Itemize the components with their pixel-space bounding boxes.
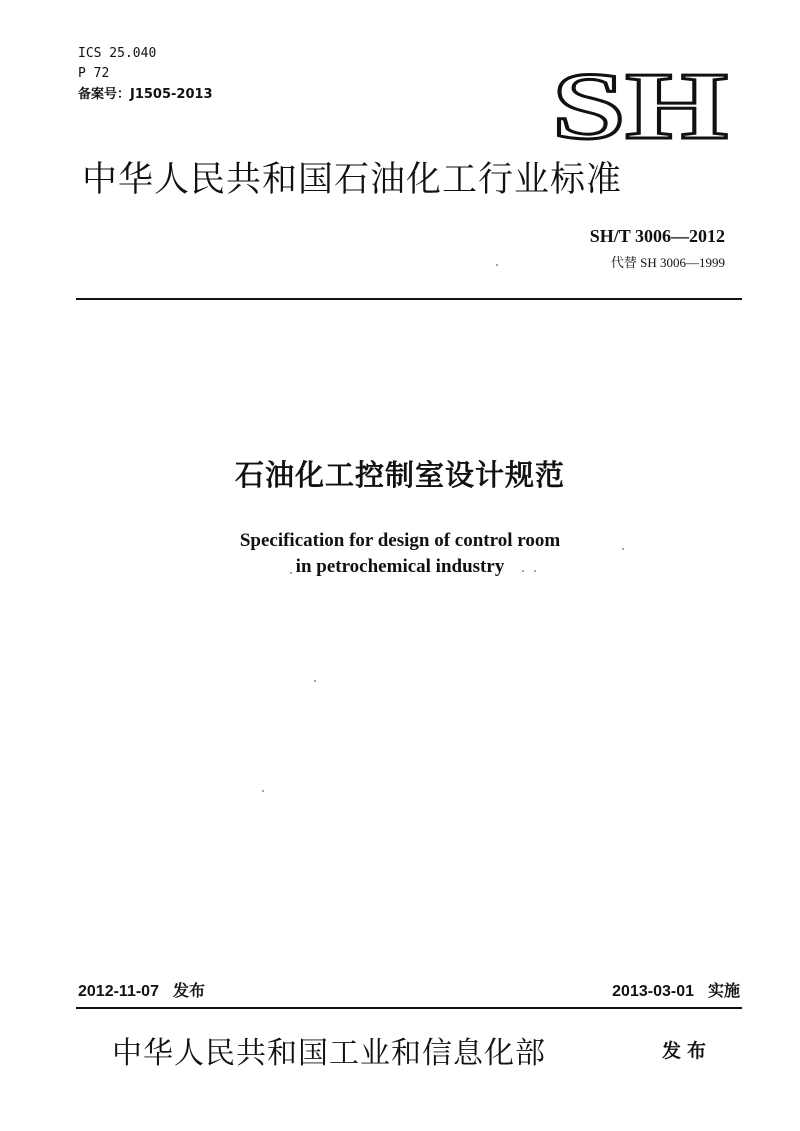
sh-logo	[550, 62, 730, 146]
scan-speck	[496, 264, 498, 266]
sh-logo-text: SH	[552, 62, 728, 146]
implement-label: 实施	[707, 983, 740, 1000]
top-divider	[76, 298, 742, 300]
scan-speck	[622, 548, 624, 550]
implement-date-block	[612, 978, 740, 1001]
release-date-block	[78, 978, 205, 1001]
scan-speck	[262, 790, 264, 792]
issuer-action: 发布	[662, 1040, 713, 1062]
document-title-english-line2: in petrochemical industry	[295, 556, 505, 577]
bottom-divider	[76, 1007, 742, 1009]
issuing-authority: 中华人民共和国工业和信息化部	[112, 1036, 546, 1071]
document-title-english-line1: Specification for design of control room	[239, 530, 561, 551]
implement-date: 2013-03-01	[612, 983, 694, 1000]
record-number: 备案号：J1505-2013	[78, 87, 213, 102]
standard-code: SH/T 3006—2012	[589, 226, 725, 246]
scan-speck	[314, 680, 316, 682]
standard-category: 中华人民共和国石油化工行业标准	[82, 160, 623, 200]
document-title-chinese: 石油化工控制室设计规范	[234, 458, 565, 492]
release-label: 发布	[172, 983, 205, 1000]
release-date: 2012-11-07	[78, 983, 159, 1000]
ccs-code: P 72	[78, 66, 110, 81]
scan-speck	[534, 570, 536, 572]
ics-code: ICS 25.040	[78, 46, 157, 61]
scan-speck	[522, 570, 524, 572]
replaces-standard: 代替 SH 3006—1999	[610, 255, 725, 270]
scan-speck	[290, 572, 292, 574]
